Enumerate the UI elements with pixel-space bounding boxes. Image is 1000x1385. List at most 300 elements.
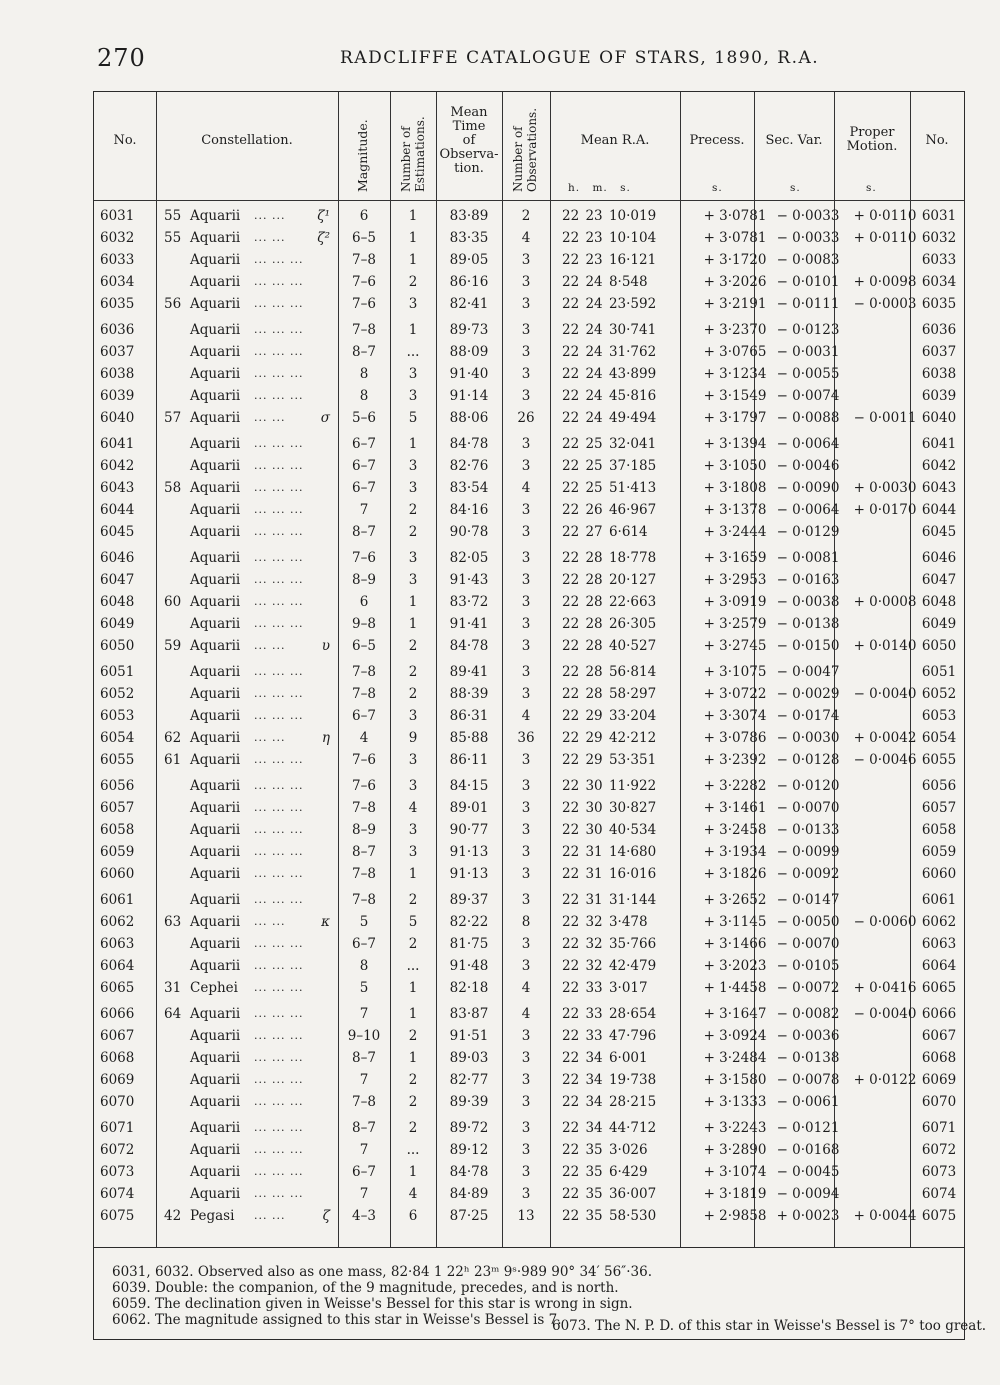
leader-dots: ... ... <box>254 731 286 744</box>
magnitude: 7–8 <box>352 892 376 908</box>
mean-ra: 22 27 6·614 <box>562 524 648 540</box>
observations: 4 <box>521 480 531 496</box>
constellation-name: Aquarii <box>190 230 241 246</box>
magnitude: 7 <box>359 1186 369 1202</box>
magnitude: 6–7 <box>352 708 376 724</box>
mean-ra: 22 31 14·680 <box>562 844 657 860</box>
secular-variation: − 0·0070 <box>776 800 840 816</box>
flamsteed-number: 63 <box>164 914 182 930</box>
mean-ra: 22 24 30·741 <box>562 322 657 338</box>
star-number-right: 6069 <box>921 1072 957 1088</box>
estimations: 2 <box>408 502 418 518</box>
mean-time: 89·37 <box>449 892 489 908</box>
precession: + 3·1145 <box>703 914 767 930</box>
flamsteed-number: 59 <box>164 638 182 654</box>
mean-ra: 22 33 3·017 <box>562 980 648 996</box>
leader-dots: ... ... ... <box>254 459 304 472</box>
estimations: ... <box>406 344 420 360</box>
star-number-right: 6072 <box>921 1142 957 1158</box>
constellation-name: Aquarii <box>190 708 241 724</box>
star-number: 6051 <box>100 664 135 680</box>
star-number-right: 6062 <box>921 914 957 930</box>
leader-dots: ... ... ... <box>254 981 304 994</box>
secular-variation: − 0·0064 <box>776 502 840 518</box>
star-catalogue-table <box>93 91 965 1248</box>
observations: 3 <box>521 1050 531 1066</box>
star-number-right: 6041 <box>921 436 957 452</box>
secular-variation: − 0·0064 <box>776 436 840 452</box>
footnote: 6062. The magnitude assigned to this star in Weisse's Bessel is 7. <box>112 1312 562 1328</box>
constellation-name: Aquarii <box>190 1050 241 1066</box>
mean-time: 86·16 <box>449 274 489 290</box>
magnitude: 6–7 <box>352 480 376 496</box>
star-number-right: 6050 <box>921 638 957 654</box>
flamsteed-number: 61 <box>164 752 182 768</box>
table-row <box>94 749 964 771</box>
mean-time: 82·76 <box>449 458 489 474</box>
leader-dots: ... ... ... <box>254 1073 304 1086</box>
mean-ra: 22 32 42·479 <box>562 958 657 974</box>
mean-ra: 22 23 10·019 <box>562 208 657 224</box>
table-row <box>94 727 964 749</box>
header-sec-var: Sec. Var. <box>765 133 823 148</box>
magnitude: 6–7 <box>352 1164 376 1180</box>
mean-time: 82·05 <box>449 550 489 566</box>
constellation-name: Aquarii <box>190 822 241 838</box>
observations: 3 <box>521 822 531 838</box>
mean-time: 83·89 <box>449 208 489 224</box>
proper-motion: − 0·0011 <box>853 410 917 426</box>
estimations: 1 <box>408 980 418 996</box>
mean-time: 83·54 <box>449 480 489 496</box>
star-number: 6075 <box>100 1208 135 1224</box>
constellation-name: Aquarii <box>190 344 241 360</box>
magnitude: 7 <box>359 1072 369 1088</box>
table-row <box>94 797 964 819</box>
observations: 4 <box>521 708 531 724</box>
star-number-right: 6048 <box>921 594 957 610</box>
mean-ra: 22 24 23·592 <box>562 296 657 312</box>
proper-motion: + 0·0042 <box>853 730 917 746</box>
star-number: 6048 <box>100 594 135 610</box>
leader-dots: ... ... ... <box>254 959 304 972</box>
flamsteed-number: 62 <box>164 730 182 746</box>
magnitude: 9–8 <box>352 616 376 632</box>
table-row <box>94 819 964 841</box>
mean-ra: 22 33 28·654 <box>562 1006 657 1022</box>
mean-time: 82·77 <box>449 1072 489 1088</box>
estimations: 3 <box>408 844 418 860</box>
observations: 8 <box>521 914 531 930</box>
table-row <box>94 569 964 591</box>
header-proper-motion: Proper Motion. <box>846 125 898 154</box>
leader-dots: ... ... ... <box>254 687 304 700</box>
constellation-name: Aquarii <box>190 892 241 908</box>
leader-dots: ... ... <box>254 209 286 222</box>
precession: + 3·1647 <box>703 1006 767 1022</box>
estimations: 3 <box>408 572 418 588</box>
mean-time: 88·06 <box>449 410 489 426</box>
mean-time: 91·48 <box>449 958 489 974</box>
star-number-right: 6067 <box>921 1028 957 1044</box>
estimations: 3 <box>408 752 418 768</box>
secular-variation: − 0·0105 <box>776 958 840 974</box>
estimations: 2 <box>408 686 418 702</box>
leader-dots: ... ... <box>254 1209 286 1222</box>
observations: 3 <box>521 778 531 794</box>
precession: + 3·0722 <box>703 686 767 702</box>
mean-time: 84·16 <box>449 502 489 518</box>
mean-ra: 22 25 51·413 <box>562 480 657 496</box>
estimations: 1 <box>408 594 418 610</box>
observations: 3 <box>521 958 531 974</box>
mean-ra: 22 32 3·478 <box>562 914 648 930</box>
secular-variation: − 0·0047 <box>776 664 840 680</box>
star-number: 6032 <box>100 230 135 246</box>
estimations: 1 <box>408 322 418 338</box>
star-number-right: 6043 <box>921 480 957 496</box>
observations: 3 <box>521 638 531 654</box>
estimations: 1 <box>408 208 418 224</box>
mean-ra: 22 30 30·827 <box>562 800 657 816</box>
magnitude: 7–6 <box>352 778 376 794</box>
star-number-right: 6040 <box>921 410 957 426</box>
mean-ra: 22 34 6·001 <box>562 1050 648 1066</box>
mean-time: 89·03 <box>449 1050 489 1066</box>
constellation-name: Aquarii <box>190 1072 241 1088</box>
estimations: 3 <box>408 708 418 724</box>
constellation-name: Aquarii <box>190 616 241 632</box>
mean-time: 91·13 <box>449 866 489 882</box>
mean-time: 83·87 <box>449 1006 489 1022</box>
estimations: 5 <box>408 914 418 930</box>
mean-ra: 22 25 32·041 <box>562 436 657 452</box>
mean-ra: 22 35 36·007 <box>562 1186 657 1202</box>
footnote: 6031, 6032. Observed also as one mass, 82·84 1 22ʰ 23ᵐ 9ˢ·989 90° 34′ 56″·36. <box>112 1264 652 1280</box>
mean-ra: 22 33 47·796 <box>562 1028 657 1044</box>
estimations: 3 <box>408 388 418 404</box>
secular-variation: − 0·0033 <box>776 208 840 224</box>
unit-sec-var: s. <box>790 182 801 194</box>
leader-dots: ... ... ... <box>254 437 304 450</box>
mean-ra: 22 35 6·429 <box>562 1164 648 1180</box>
mean-ra: 22 28 22·663 <box>562 594 657 610</box>
estimations: 2 <box>408 1120 418 1136</box>
leader-dots: ... ... ... <box>254 1095 304 1108</box>
star-number: 6061 <box>100 892 135 908</box>
magnitude: 6–5 <box>352 230 376 246</box>
magnitude: 8 <box>359 388 369 404</box>
precession: + 3·0781 <box>703 230 767 246</box>
secular-variation: + 0·0023 <box>776 1208 840 1224</box>
table-row <box>94 363 964 385</box>
flamsteed-number: 31 <box>164 980 182 996</box>
star-number-right: 6064 <box>921 958 957 974</box>
mean-ra: 22 29 33·204 <box>562 708 657 724</box>
mean-ra: 22 30 40·534 <box>562 822 657 838</box>
mean-time: 91·41 <box>449 616 489 632</box>
precession: + 3·0765 <box>703 344 767 360</box>
secular-variation: − 0·0099 <box>776 844 840 860</box>
leader-dots: ... ... <box>254 915 286 928</box>
precession: + 3·1461 <box>703 800 767 816</box>
star-number-right: 6032 <box>921 230 957 246</box>
observations: 4 <box>521 230 531 246</box>
leader-dots: ... ... ... <box>254 525 304 538</box>
star-number: 6073 <box>100 1164 135 1180</box>
table-row <box>94 205 964 227</box>
magnitude: 8 <box>359 958 369 974</box>
estimations: 1 <box>408 1006 418 1022</box>
star-number-right: 6057 <box>921 800 957 816</box>
star-number-right: 6058 <box>921 822 957 838</box>
magnitude: 7 <box>359 1142 369 1158</box>
precession: + 3·1720 <box>703 252 767 268</box>
star-number-right: 6033 <box>921 252 957 268</box>
leader-dots: ... ... ... <box>254 779 304 792</box>
secular-variation: − 0·0061 <box>776 1094 840 1110</box>
magnitude: 6 <box>359 594 369 610</box>
mean-time: 81·75 <box>449 936 489 952</box>
magnitude: 4 <box>359 730 369 746</box>
star-number-right: 6059 <box>921 844 957 860</box>
observations: 3 <box>521 436 531 452</box>
magnitude: 7–8 <box>352 1094 376 1110</box>
mean-ra: 22 24 8·548 <box>562 274 648 290</box>
observations: 3 <box>521 1028 531 1044</box>
constellation-name: Aquarii <box>190 572 241 588</box>
observations: 13 <box>517 1208 535 1224</box>
table-row <box>94 683 964 705</box>
estimations: 1 <box>408 616 418 632</box>
star-number: 6074 <box>100 1186 135 1202</box>
bayer-letter: ζ² <box>317 230 330 246</box>
leader-dots: ... ... ... <box>254 1051 304 1064</box>
mean-ra: 22 34 44·712 <box>562 1120 657 1136</box>
precession: + 3·2023 <box>703 958 767 974</box>
star-number-right: 6053 <box>921 708 957 724</box>
table-row <box>94 1025 964 1047</box>
leader-dots: ... ... ... <box>254 1187 304 1200</box>
mean-time: 91·40 <box>449 366 489 382</box>
mean-time: 82·18 <box>449 980 489 996</box>
star-number: 6041 <box>100 436 135 452</box>
secular-variation: − 0·0081 <box>776 550 840 566</box>
leader-dots: ... ... ... <box>254 1165 304 1178</box>
observations: 3 <box>521 686 531 702</box>
constellation-name: Aquarii <box>190 958 241 974</box>
secular-variation: − 0·0031 <box>776 344 840 360</box>
secular-variation: − 0·0070 <box>776 936 840 952</box>
bayer-letter: ζ¹ <box>317 208 330 224</box>
star-number: 6065 <box>100 980 135 996</box>
table-row <box>94 499 964 521</box>
leader-dots: ... ... ... <box>254 481 304 494</box>
leader-dots: ... ... <box>254 411 286 424</box>
secular-variation: − 0·0045 <box>776 1164 840 1180</box>
leader-dots: ... ... ... <box>254 893 304 906</box>
secular-variation: − 0·0111 <box>776 296 840 312</box>
constellation-name: Aquarii <box>190 638 241 654</box>
flamsteed-number: 57 <box>164 410 182 426</box>
proper-motion: + 0·0098 <box>853 274 917 290</box>
estimations: 3 <box>408 550 418 566</box>
star-number: 6042 <box>100 458 135 474</box>
mean-ra: 22 29 42·212 <box>562 730 657 746</box>
secular-variation: − 0·0078 <box>776 1072 840 1088</box>
observations: 3 <box>521 664 531 680</box>
secular-variation: − 0·0128 <box>776 752 840 768</box>
precession: + 3·1549 <box>703 388 767 404</box>
table-row <box>94 977 964 999</box>
magnitude: 5–6 <box>352 410 376 426</box>
mean-time: 86·31 <box>449 708 489 724</box>
constellation-name: Aquarii <box>190 1006 241 1022</box>
secular-variation: − 0·0120 <box>776 778 840 794</box>
estimations: 1 <box>408 230 418 246</box>
mean-time: 89·39 <box>449 1094 489 1110</box>
constellation-name: Aquarii <box>190 524 241 540</box>
estimations: 1 <box>408 866 418 882</box>
mean-ra: 22 31 16·016 <box>562 866 657 882</box>
leader-dots: ... ... ... <box>254 1143 304 1156</box>
observations: 3 <box>521 252 531 268</box>
star-number: 6054 <box>100 730 135 746</box>
estimations: 1 <box>408 436 418 452</box>
precession: + 3·2953 <box>703 572 767 588</box>
secular-variation: − 0·0138 <box>776 616 840 632</box>
observations: 3 <box>521 594 531 610</box>
table-row <box>94 1091 964 1113</box>
mean-ra: 22 31 31·144 <box>562 892 657 908</box>
unit-proper-motion: s. <box>866 182 877 194</box>
constellation-name: Aquarii <box>190 252 241 268</box>
star-number-right: 6051 <box>921 664 957 680</box>
mean-ra: 22 35 58·530 <box>562 1208 657 1224</box>
header-magnitude: Magnitude. <box>355 119 370 192</box>
precession: + 3·1466 <box>703 936 767 952</box>
constellation-name: Aquarii <box>190 752 241 768</box>
table-row <box>94 433 964 455</box>
estimations: 2 <box>408 274 418 290</box>
leader-dots: ... ... ... <box>254 1029 304 1042</box>
table-row <box>94 1003 964 1025</box>
flamsteed-number: 42 <box>164 1208 182 1224</box>
leader-dots: ... ... ... <box>254 253 304 266</box>
secular-variation: − 0·0133 <box>776 822 840 838</box>
star-number: 6037 <box>100 344 135 360</box>
mean-ra: 22 28 58·297 <box>562 686 657 702</box>
bayer-letter: η <box>321 730 330 746</box>
table-row <box>94 1069 964 1091</box>
star-number-right: 6066 <box>921 1006 957 1022</box>
precession: + 3·2652 <box>703 892 767 908</box>
table-row <box>94 271 964 293</box>
table-row <box>94 547 964 569</box>
precession: + 3·1050 <box>703 458 767 474</box>
magnitude: 7–8 <box>352 800 376 816</box>
star-number-right: 6036 <box>921 322 957 338</box>
estimations: 9 <box>408 730 418 746</box>
leader-dots: ... ... ... <box>254 823 304 836</box>
star-number-right: 6034 <box>921 274 957 290</box>
mean-time: 84·15 <box>449 778 489 794</box>
table-row <box>94 661 964 683</box>
star-number: 6046 <box>100 550 135 566</box>
observations: 3 <box>521 800 531 816</box>
magnitude: 8 <box>359 366 369 382</box>
observations: 3 <box>521 388 531 404</box>
mean-ra: 22 23 10·104 <box>562 230 657 246</box>
precession: + 3·2392 <box>703 752 767 768</box>
constellation-name: Cephei <box>190 980 238 996</box>
table-row <box>94 521 964 543</box>
table-row <box>94 591 964 613</box>
precession: + 3·2191 <box>703 296 767 312</box>
precession: + 3·1074 <box>703 1164 767 1180</box>
star-number: 6052 <box>100 686 135 702</box>
star-number: 6053 <box>100 708 135 724</box>
mean-ra: 22 34 28·215 <box>562 1094 657 1110</box>
magnitude: 8–7 <box>352 1120 376 1136</box>
flamsteed-number: 55 <box>164 208 182 224</box>
precession: + 3·1394 <box>703 436 767 452</box>
precession: + 3·1934 <box>703 844 767 860</box>
mean-time: 89·41 <box>449 664 489 680</box>
estimations: 2 <box>408 936 418 952</box>
observations: 4 <box>521 1006 531 1022</box>
observations: 3 <box>521 524 531 540</box>
secular-variation: − 0·0072 <box>776 980 840 996</box>
leader-dots: ... ... ... <box>254 297 304 310</box>
mean-time: 91·14 <box>449 388 489 404</box>
secular-variation: − 0·0150 <box>776 638 840 654</box>
secular-variation: − 0·0147 <box>776 892 840 908</box>
secular-variation: − 0·0046 <box>776 458 840 474</box>
table-row <box>94 1117 964 1139</box>
constellation-name: Aquarii <box>190 730 241 746</box>
star-number: 6072 <box>100 1142 135 1158</box>
magnitude: 7 <box>359 502 369 518</box>
leader-dots: ... ... ... <box>254 867 304 880</box>
table-row <box>94 341 964 363</box>
secular-variation: − 0·0121 <box>776 1120 840 1136</box>
star-number: 6044 <box>100 502 135 518</box>
estimations: 3 <box>408 480 418 496</box>
mean-time: 84·78 <box>449 1164 489 1180</box>
flamsteed-number: 56 <box>164 296 182 312</box>
secular-variation: − 0·0123 <box>776 322 840 338</box>
mean-time: 87·25 <box>449 1208 489 1224</box>
mean-time: 84·78 <box>449 436 489 452</box>
estimations: 1 <box>408 1050 418 1066</box>
leader-dots: ... ... ... <box>254 845 304 858</box>
constellation-name: Aquarii <box>190 366 241 382</box>
star-number-right: 6031 <box>921 208 957 224</box>
mean-ra: 22 28 26·305 <box>562 616 657 632</box>
table-row <box>94 477 964 499</box>
magnitude: 6–7 <box>352 936 376 952</box>
table-row <box>94 635 964 657</box>
table-row <box>94 775 964 797</box>
header-observations: Number of Observations. <box>511 107 539 192</box>
observations: 3 <box>521 274 531 290</box>
magnitude: 7 <box>359 1006 369 1022</box>
mean-time: 89·05 <box>449 252 489 268</box>
magnitude: 5 <box>359 914 369 930</box>
estimations: 1 <box>408 252 418 268</box>
mean-ra: 22 29 53·351 <box>562 752 657 768</box>
